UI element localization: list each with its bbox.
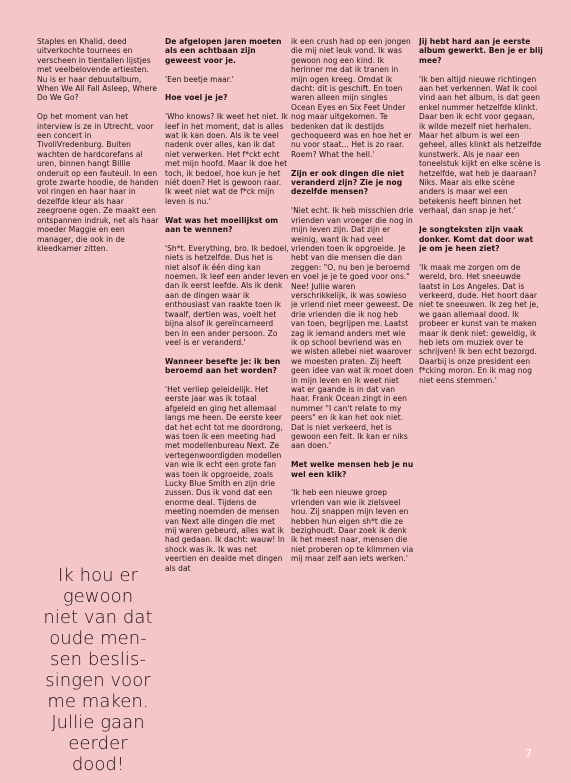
interview-question: Wat was het moeilijkst om aan te wennen? <box>165 215 279 235</box>
article-column-1 <box>37 37 160 263</box>
pull-quote-line: oude men- <box>49 628 147 649</box>
interview-question: Hoe voel je je? <box>165 93 228 103</box>
pull-quote-line: Ik hou er <box>58 565 138 586</box>
paragraph: 'Ik maak me zorgen om de wereld, bro. Het sneeuwde laatst in Los Angeles. Dat is verkeerd, dude. Het hoort daar niet te sneeuwen. Ik zeg het je, we gaan allemaal dood. Ik probeer er kunst van te maken maar ik denk niet: geweldig, ik heb iets om muziek over te schrijven! Ik ben echt bezorgd. Daarbij is onze president een f*cking moron. En ik mag nog niet eens stemmen.' <box>419 262 539 385</box>
article-column-4 <box>419 37 543 394</box>
paragraph: Op het moment van het interview is ze in Utrecht, voor een concert in TivoliVredenburg. Buiten wachten de hardcorefans al uren, binnen hangt Billie onderuit op een fauteuil. In een grote zwarte hoodie, de handen vol ringen en haar haar in dezelfde kleur als haar zeegroene ogen. Ze maakt een ontspannen indruk, net als haar moeder Maggie en een manager, die ook in de kleedkamer zitten. <box>37 112 159 253</box>
pull-quote-line: gewoon <box>62 586 134 607</box>
pull-quote-line: me maken. <box>47 691 149 712</box>
pull-quote <box>38 565 158 775</box>
page-number: 7 <box>525 747 533 760</box>
paragraph: 'Ik ben altijd nieuwe richtingen aan het verkennen. Wat ik cool vind aan het album, is dat geen enkel nummer hetzelfde klinkt. Daar ben ik echt voor gegaan, ik wilde mezelf niet herhalen. Maar het album is wel een geheel, alles klinkt als hetzelfde kunstwerk. Als je naar een toneelstuk kijkt en elke scène is hetzelfde, wat heb je daaraan? Niks. Maar als elke scène anders is maar wel een betekenis heeft binnen het verhaal, dan snap je het.' <box>419 74 542 216</box>
interview-question: Met welke mensen heb je nu wel een klik? <box>291 460 414 479</box>
interview-question: Jij hebt hard aan je eerste album gewerkt. Ben je er blij mee? <box>419 37 543 65</box>
paragraph: 'Sh*t. Everything, bro. Ik bedoel, niets is hetzelfde. Dus het is niet alsof ik één ding kan noemen. Ik leef een ander leven dan ik eerst leefde. Als ik denk aan de dingen waar ik enthousiast van raakte toen ik twaalf, dertien was, voelt het bijna alsof ik gereïncarneerd ben in een ander persoon. Zo veel is er veranderd.' <box>165 243 289 347</box>
interview-question: Zijn er ook dingen die niet veranderd zijn? Zie je nog dezelfde mensen? <box>291 168 405 197</box>
interview-question: Je songteksten zijn vaak donker. Komt dat door wat je om je heen ziet? <box>419 225 534 253</box>
paragraph: ik een crush had op een jongen die mij niet leuk vond. Ik was gewoon nog een kind. Ik herinner me dat ik tranen in mijn ogen kreeg. Omdat ik dacht: dit is geschift. En toen waren alleen mijn singles Ocean Eyes en Six Feet Under nog maar uitgekomen. Te bedenken dat ik destijds gechoqueerd was en hoe het er nu voor staat... Het is zo raar. Roem? What the hell.' <box>291 37 412 159</box>
paragraph: 'Een beetje maar.' <box>165 74 234 84</box>
article-column-2 <box>165 37 289 582</box>
paragraph: 'Who knows? Ik weet het niet. Ik leef in het moment, dat is alles wat ik kan doen. Als ik te veel nadenk over alles, kan ik dat niet verwerken. Het f*ckt echt met mijn hoofd. Maar ik doe het toch, ik bedoel, hoe kun je het níét doen? Het is gewoon raar. Ik weet niet wat de f*ck mijn leven is nu.' <box>165 112 288 206</box>
pull-quote-line: niet van dat <box>43 607 153 628</box>
pull-quote-line: eerder <box>68 733 128 754</box>
article-column-3 <box>291 37 414 573</box>
pull-quote-line: singen voor <box>45 670 151 691</box>
interview-question: Wanneer besefte je: ik ben beroemd aan het worden? <box>165 356 281 376</box>
interview-question: De afgelopen jaren moeten als een achtbaan zijn geweest voor je. <box>165 37 282 65</box>
pull-quote-line: sen beslis- <box>50 649 146 670</box>
pull-quote-line: Jullie gaan <box>51 712 145 733</box>
paragraph: 'Ik heb een nieuwe groep vrienden van wie ik zielsveel hou. Zij snappen mijn leven en hebben hun eigen sh*t die ze bezighoudt. Daar zoek ik denk ik het meest naar, mensen die niet proberen op te klimmen via mij maar zelf aan iets werken.' <box>291 488 414 564</box>
paragraph: Staples en Khalid, deed uitverkochte tournees en verscheen in tientallen lijstjes met veelbelovende artiesten. Nu is er haar debuutalbum, When We All Fall Asleep, Where Do We Go? <box>37 37 158 103</box>
paragraph: 'Het verliep geleidelijk. Het eerste jaar was ik totaal afgeleid en ging het allemaal langs me heen. De eerste keer dat het echt tot me doordrong, was toen ik een meeting had met modellenbureau Next. Ze vertegenwoordigden modellen van wie ik echt een grote fan was toen ik opgroeide, zoals Lucky Blue Smith en zijn drie zussen. Dus ik vond dat een enorme deal. Tijdens de meeting noemden de mensen van Next alle dingen die met mij waren gebeurd, alles wat ik had gedaan. Ik dacht: wauw! In shock was ik. Ik was net veertien en dealde met dingen als dat <box>165 384 285 573</box>
paragraph: 'Niet echt. Ik heb misschien drie vrienden van vroeger die nog in mijn leven zijn. Dat zijn er weinig, want ik had veel vrienden toen ik opgroeide. Je hebt van die mensen die dan zeggen: "O, nu ben je beroemd en voel je je te goed voor ons." Nee! Jullie waren verschrikkelijk, ik was sowieso je vriend niet meer geweest. De drie vrienden die ik nog heb van toen, begrijpen me. Laatst zag ik iemand anders met wie ik op school bevriend was en we wisten allebei niet waarover we moesten praten. Zij heeft geen idee van wat ik moet doen in mijn leven en ik weet niet wat er gaande is in dat van haar. Frank Ocean zingt in een nummer "I can't relate to my peers" en ik kan het ook niet. Dat is niet verkeerd, het is gewoon een feit. Ik kan er niks aan doen.' <box>291 206 414 451</box>
pull-quote-line: dood! <box>71 754 125 775</box>
